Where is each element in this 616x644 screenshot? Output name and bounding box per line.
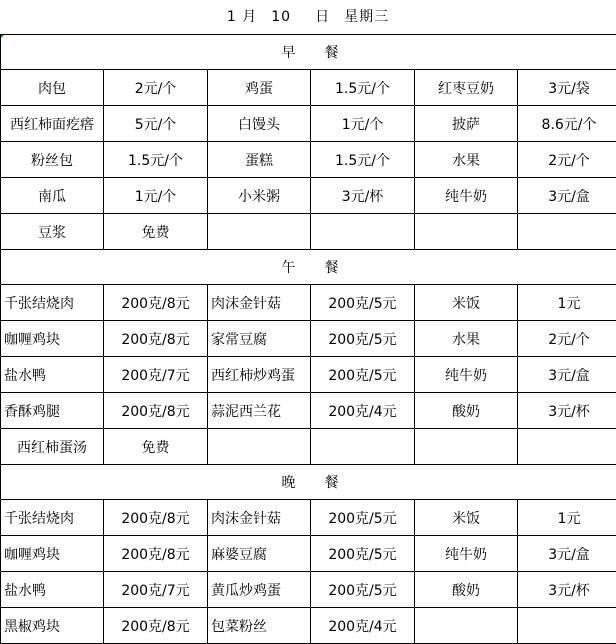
dish-price-cell: 3元/杯 xyxy=(518,393,616,429)
header-month: 1 月 xyxy=(226,9,258,25)
table-row xyxy=(1,285,616,321)
dish-price-cell: 3元/杯 xyxy=(311,178,415,214)
dish-price-cell: 200克/8元 xyxy=(104,285,208,321)
dish-price-cell: 2元/个 xyxy=(104,70,208,106)
table-row xyxy=(1,106,616,142)
dish-price-cell: 200克/5元 xyxy=(311,572,415,608)
dish-price-cell: 3元/袋 xyxy=(518,70,616,106)
dish-price-cell: 3元/杯 xyxy=(518,572,616,608)
dish-name-cell: 水果 xyxy=(415,321,518,357)
dish-price-cell: 200克/8元 xyxy=(104,321,208,357)
dish-name-cell: 红枣豆奶 xyxy=(415,70,518,106)
dish-price-cell xyxy=(311,214,415,250)
dish-price-cell: 1元/个 xyxy=(311,106,415,142)
dish-price-cell: 免费 xyxy=(104,214,208,250)
dish-price-cell: 免费 xyxy=(104,429,208,465)
dish-name-cell: 盐水鸭 xyxy=(1,357,104,393)
dish-name-cell: 米饭 xyxy=(415,285,518,321)
table-row xyxy=(1,178,616,214)
dish-price-cell: 1.5元/个 xyxy=(311,142,415,178)
table-row xyxy=(1,70,616,106)
dish-price-cell: 200克/7元 xyxy=(104,572,208,608)
dish-price-cell: 200克/8元 xyxy=(104,536,208,572)
lunch-title-char-1: 午 xyxy=(281,260,297,276)
header-day-unit: 日 xyxy=(315,9,331,25)
header-day: 10 xyxy=(271,9,292,25)
table-row xyxy=(1,321,616,357)
dish-price-cell: 200克/5元 xyxy=(311,357,415,393)
dish-name-cell xyxy=(415,429,518,465)
dish-price-cell: 1元 xyxy=(518,500,616,536)
table-row xyxy=(1,500,616,536)
dish-name-cell: 酸奶 xyxy=(415,572,518,608)
dish-name-cell: 肉沫金针菇 xyxy=(208,285,311,321)
dinner-title-char-1: 晚 xyxy=(281,475,297,491)
dish-price-cell xyxy=(518,214,616,250)
dish-name-cell: 南瓜 xyxy=(1,178,104,214)
dish-name-cell: 粉丝包 xyxy=(1,142,104,178)
dinner-section-header xyxy=(1,465,616,500)
dish-name-cell: 黑椒鸡块 xyxy=(1,608,104,644)
dish-price-cell: 200克/5元 xyxy=(311,500,415,536)
dish-price-cell: 200克/8元 xyxy=(104,608,208,644)
dish-name-cell: 麻婆豆腐 xyxy=(208,536,311,572)
lunch-section-header xyxy=(1,250,616,285)
dish-price-cell: 200克/8元 xyxy=(104,393,208,429)
dish-price-cell: 200克/8元 xyxy=(104,500,208,536)
dish-name-cell: 千张结烧肉 xyxy=(1,500,104,536)
lunch-title-char-2: 餐 xyxy=(324,260,340,276)
dish-name-cell: 米饭 xyxy=(415,500,518,536)
dish-name-cell: 蛋糕 xyxy=(208,142,311,178)
dish-price-cell: 200克/5元 xyxy=(311,321,415,357)
dish-price-cell: 3元/盒 xyxy=(518,357,616,393)
dish-name-cell: 香酥鸡腿 xyxy=(1,393,104,429)
lunch-title xyxy=(1,250,616,285)
breakfast-title-char-2: 餐 xyxy=(324,45,340,61)
dish-name-cell: 白馒头 xyxy=(208,106,311,142)
dish-name-cell xyxy=(208,429,311,465)
dish-name-cell: 咖喱鸡块 xyxy=(1,536,104,572)
table-row xyxy=(1,536,616,572)
dish-name-cell xyxy=(415,608,518,644)
dish-price-cell: 2元/个 xyxy=(518,142,616,178)
dish-price-cell: 1元/个 xyxy=(104,178,208,214)
dish-price-cell: 200克/4元 xyxy=(311,608,415,644)
dish-price-cell: 8.6元/个 xyxy=(518,106,616,142)
dish-name-cell: 咖喱鸡块 xyxy=(1,321,104,357)
dish-name-cell: 包菜粉丝 xyxy=(208,608,311,644)
dish-name-cell: 黄瓜炒鸡蛋 xyxy=(208,572,311,608)
dish-name-cell: 蒜泥西兰花 xyxy=(208,393,311,429)
menu-date-header xyxy=(0,0,616,34)
dish-name-cell: 豆浆 xyxy=(1,214,104,250)
dinner-title xyxy=(1,465,616,500)
dish-name-cell: 家常豆腐 xyxy=(208,321,311,357)
dish-price-cell: 3元/盒 xyxy=(518,178,616,214)
breakfast-title-char-1: 早 xyxy=(281,45,297,61)
dish-name-cell: 小米粥 xyxy=(208,178,311,214)
dish-name-cell: 鸡蛋 xyxy=(208,70,311,106)
dish-price-cell: 1元 xyxy=(518,285,616,321)
breakfast-title xyxy=(1,35,616,70)
dish-name-cell: 肉包 xyxy=(1,70,104,106)
table-row xyxy=(1,429,616,465)
dish-price-cell xyxy=(518,429,616,465)
dish-name-cell: 西红柿面疙瘩 xyxy=(1,106,104,142)
dish-price-cell: 200克/5元 xyxy=(311,536,415,572)
dish-price-cell: 200克/4元 xyxy=(311,393,415,429)
header-weekday: 星期三 xyxy=(344,9,390,25)
dish-name-cell: 酸奶 xyxy=(415,393,518,429)
dish-name-cell: 肉沫金针菇 xyxy=(208,500,311,536)
breakfast-section-header xyxy=(1,35,616,70)
dish-name-cell: 纯牛奶 xyxy=(415,178,518,214)
dish-name-cell: 纯牛奶 xyxy=(415,357,518,393)
dish-price-cell: 3元/盒 xyxy=(518,536,616,572)
dish-name-cell: 千张结烧肉 xyxy=(1,285,104,321)
dish-price-cell: 1.5元/个 xyxy=(311,70,415,106)
dish-price-cell: 5元/个 xyxy=(104,106,208,142)
dish-name-cell: 西红柿炒鸡蛋 xyxy=(208,357,311,393)
table-row xyxy=(1,142,616,178)
dish-name-cell xyxy=(208,214,311,250)
table-row xyxy=(1,214,616,250)
dish-name-cell: 西红柿蛋汤 xyxy=(1,429,104,465)
dish-name-cell: 盐水鸭 xyxy=(1,572,104,608)
dish-price-cell: 200克/7元 xyxy=(104,357,208,393)
table-row xyxy=(1,608,616,644)
table-row xyxy=(1,572,616,608)
dish-price-cell: 2元/个 xyxy=(518,321,616,357)
dish-name-cell xyxy=(415,214,518,250)
menu-table xyxy=(0,34,616,644)
dish-name-cell: 水果 xyxy=(415,142,518,178)
dish-price-cell xyxy=(518,608,616,644)
dish-price-cell xyxy=(311,429,415,465)
table-row xyxy=(1,357,616,393)
dish-price-cell: 200克/5元 xyxy=(311,285,415,321)
dish-name-cell: 披萨 xyxy=(415,106,518,142)
table-row xyxy=(1,393,616,429)
dish-name-cell: 纯牛奶 xyxy=(415,536,518,572)
dinner-title-char-2: 餐 xyxy=(324,475,340,491)
dish-price-cell: 1.5元/个 xyxy=(104,142,208,178)
